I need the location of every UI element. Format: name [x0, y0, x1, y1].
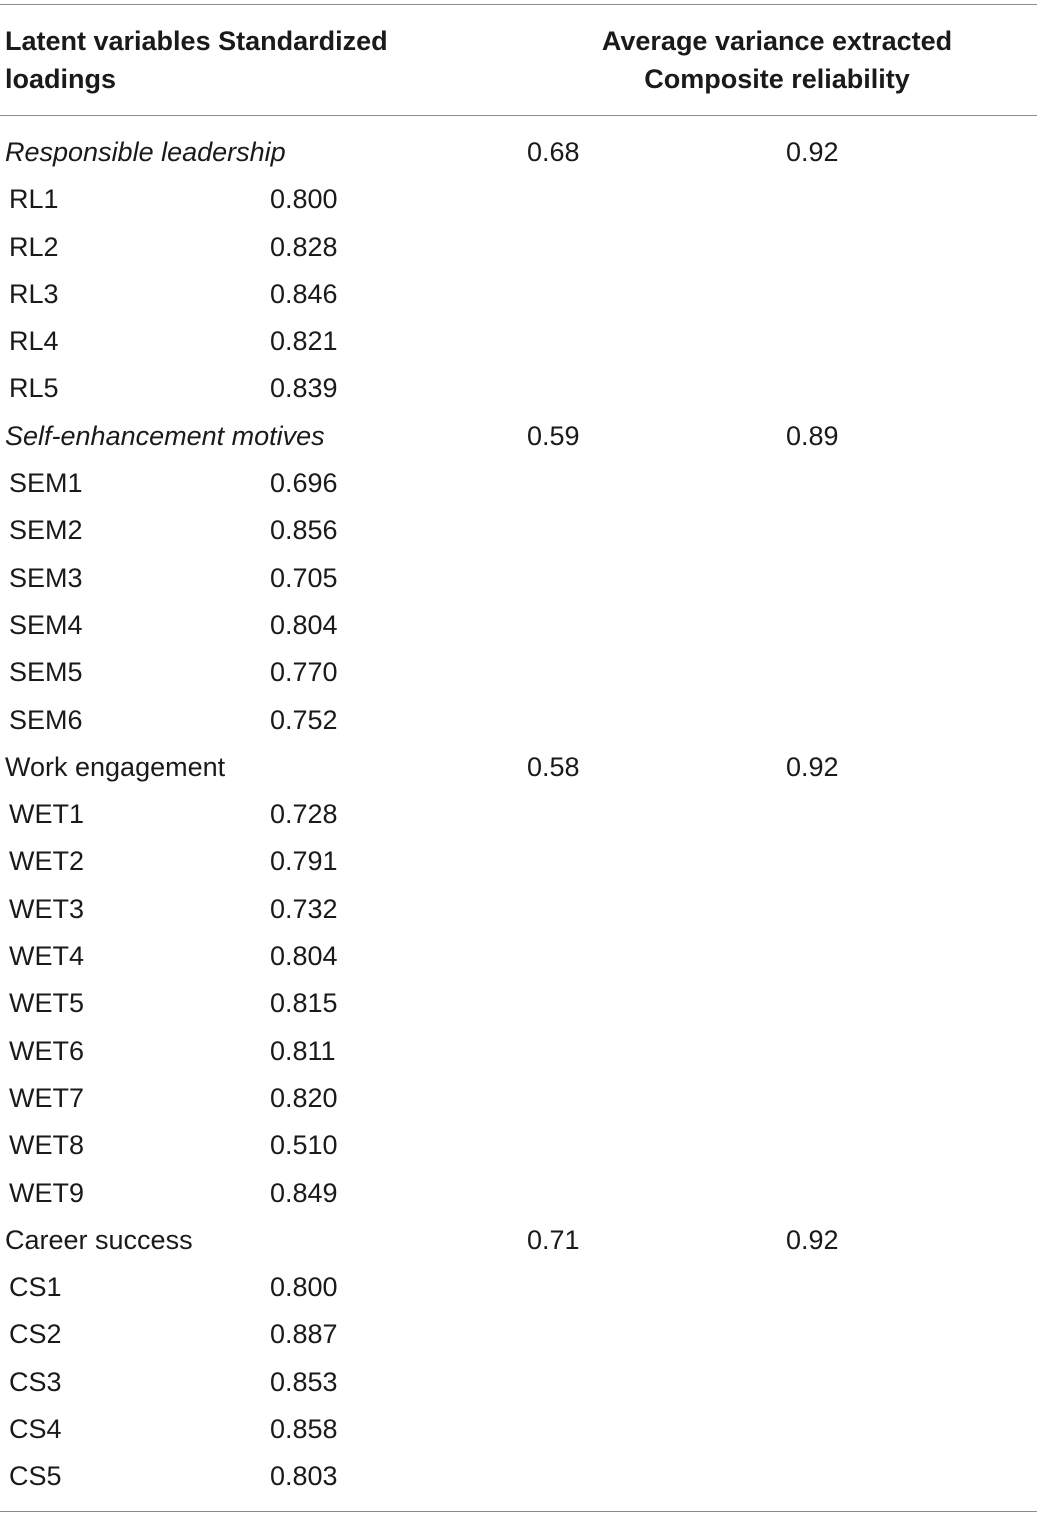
standardized-loading: 0.804	[270, 609, 338, 640]
indicator-id: WET7	[9, 1082, 85, 1113]
table-row	[0, 460, 1037, 507]
table-row	[0, 224, 1037, 271]
indicator-id: RL1	[9, 184, 59, 215]
standardized-loading: 0.803	[270, 1461, 338, 1492]
table-row	[0, 602, 1037, 649]
indicator-id: WET4	[9, 941, 85, 972]
table-row	[0, 1406, 1037, 1453]
table-row	[0, 1453, 1037, 1500]
indicator-id: RL2	[9, 231, 59, 262]
indicator-id: SEM6	[9, 704, 83, 735]
composite-reliability: 0.92	[786, 1224, 839, 1255]
indicator-id: WET5	[9, 988, 85, 1019]
standardized-loading: 0.820	[270, 1082, 338, 1113]
table-top-rule	[0, 4, 1037, 5]
average-variance-extracted: 0.71	[527, 1224, 580, 1255]
standardized-loading: 0.804	[270, 941, 338, 972]
indicator-id: SEM5	[9, 657, 83, 688]
indicator-id: SEM3	[9, 562, 83, 593]
standardized-loading: 0.846	[270, 278, 338, 309]
standardized-loading: 0.811	[270, 1035, 336, 1066]
average-variance-extracted: 0.58	[527, 751, 580, 782]
table-row	[0, 555, 1037, 602]
standardized-loading: 0.510	[270, 1130, 338, 1161]
latent-variable-name: Work engagement	[5, 751, 226, 782]
table-row	[0, 365, 1037, 412]
indicator-id: RL4	[9, 326, 59, 357]
standardized-loading: 0.821	[270, 326, 338, 357]
header-left-columns: Latent variables Standardized loadings	[5, 26, 388, 94]
standardized-loading: 0.856	[270, 515, 338, 546]
group-row	[0, 1217, 1037, 1264]
standardized-loading: 0.705	[270, 562, 338, 593]
standardized-loading: 0.839	[270, 373, 338, 404]
table-row	[0, 933, 1037, 980]
composite-reliability: 0.89	[786, 420, 839, 451]
standardized-loading: 0.800	[270, 1272, 338, 1303]
table-row	[0, 838, 1037, 885]
standardized-loading: 0.732	[270, 893, 338, 924]
indicator-id: SEM2	[9, 515, 83, 546]
indicator-id: WET9	[9, 1177, 85, 1208]
indicator-id: SEM4	[9, 609, 83, 640]
table-row	[0, 1075, 1037, 1122]
indicator-id: RL5	[9, 373, 59, 404]
standardized-loading: 0.696	[270, 468, 338, 499]
table-row	[0, 791, 1037, 838]
indicator-id: WET8	[9, 1130, 85, 1161]
standardized-loading: 0.752	[270, 704, 338, 735]
indicator-id: WET1	[9, 799, 85, 830]
average-variance-extracted: 0.68	[527, 137, 580, 167]
table-row	[0, 1264, 1037, 1311]
standardized-loading: 0.853	[270, 1366, 338, 1397]
indicator-id: CS4	[9, 1414, 62, 1445]
table-row	[0, 697, 1037, 744]
standardized-loading: 0.849	[270, 1177, 338, 1208]
group-row	[0, 413, 1037, 460]
table-row	[0, 1170, 1037, 1217]
table-row	[0, 507, 1037, 554]
indicator-id: CS5	[9, 1461, 62, 1492]
indicator-id: CS3	[9, 1366, 62, 1397]
composite-reliability: 0.92	[786, 751, 839, 782]
standardized-loading: 0.858	[270, 1414, 338, 1445]
table-row	[0, 271, 1037, 318]
indicator-id: CS1	[9, 1272, 62, 1303]
composite-reliability: 0.92	[786, 137, 839, 167]
indicator-id: CS2	[9, 1319, 62, 1350]
latent-variable-name: Career success	[5, 1224, 193, 1255]
table-row	[0, 1122, 1037, 1169]
indicator-id: WET3	[9, 893, 85, 924]
standardized-loading: 0.815	[270, 988, 338, 1019]
table-header	[0, 22, 1037, 102]
table-bottom-rule	[0, 1511, 1037, 1512]
indicator-id: WET2	[9, 846, 85, 877]
standardized-loading: 0.800	[270, 184, 338, 215]
group-row	[0, 129, 1037, 176]
table-body	[0, 129, 1037, 1501]
table-header-rule	[0, 115, 1037, 116]
standardized-loading: 0.791	[270, 846, 338, 877]
standardized-loading: 0.887	[270, 1319, 338, 1350]
latent-variable-name: Responsible leadership	[5, 137, 286, 167]
standardized-loading: 0.770	[270, 657, 338, 688]
table-row	[0, 1028, 1037, 1075]
table-row	[0, 886, 1037, 933]
latent-variable-name: Self-enhancement motives	[5, 420, 325, 451]
table-row	[0, 649, 1037, 696]
group-row	[0, 744, 1037, 791]
table-row	[0, 980, 1037, 1027]
indicator-id: SEM1	[9, 468, 83, 499]
indicator-id: RL3	[9, 278, 59, 309]
table-row	[0, 318, 1037, 365]
table-row	[0, 1311, 1037, 1358]
table-row	[0, 1359, 1037, 1406]
header-right-columns: Average variance extracted Composite reliability	[601, 26, 953, 94]
standardized-loading: 0.728	[270, 799, 338, 830]
table-row	[0, 176, 1037, 223]
standardized-loading: 0.828	[270, 231, 338, 262]
average-variance-extracted: 0.59	[527, 420, 580, 451]
indicator-id: WET6	[9, 1035, 85, 1066]
